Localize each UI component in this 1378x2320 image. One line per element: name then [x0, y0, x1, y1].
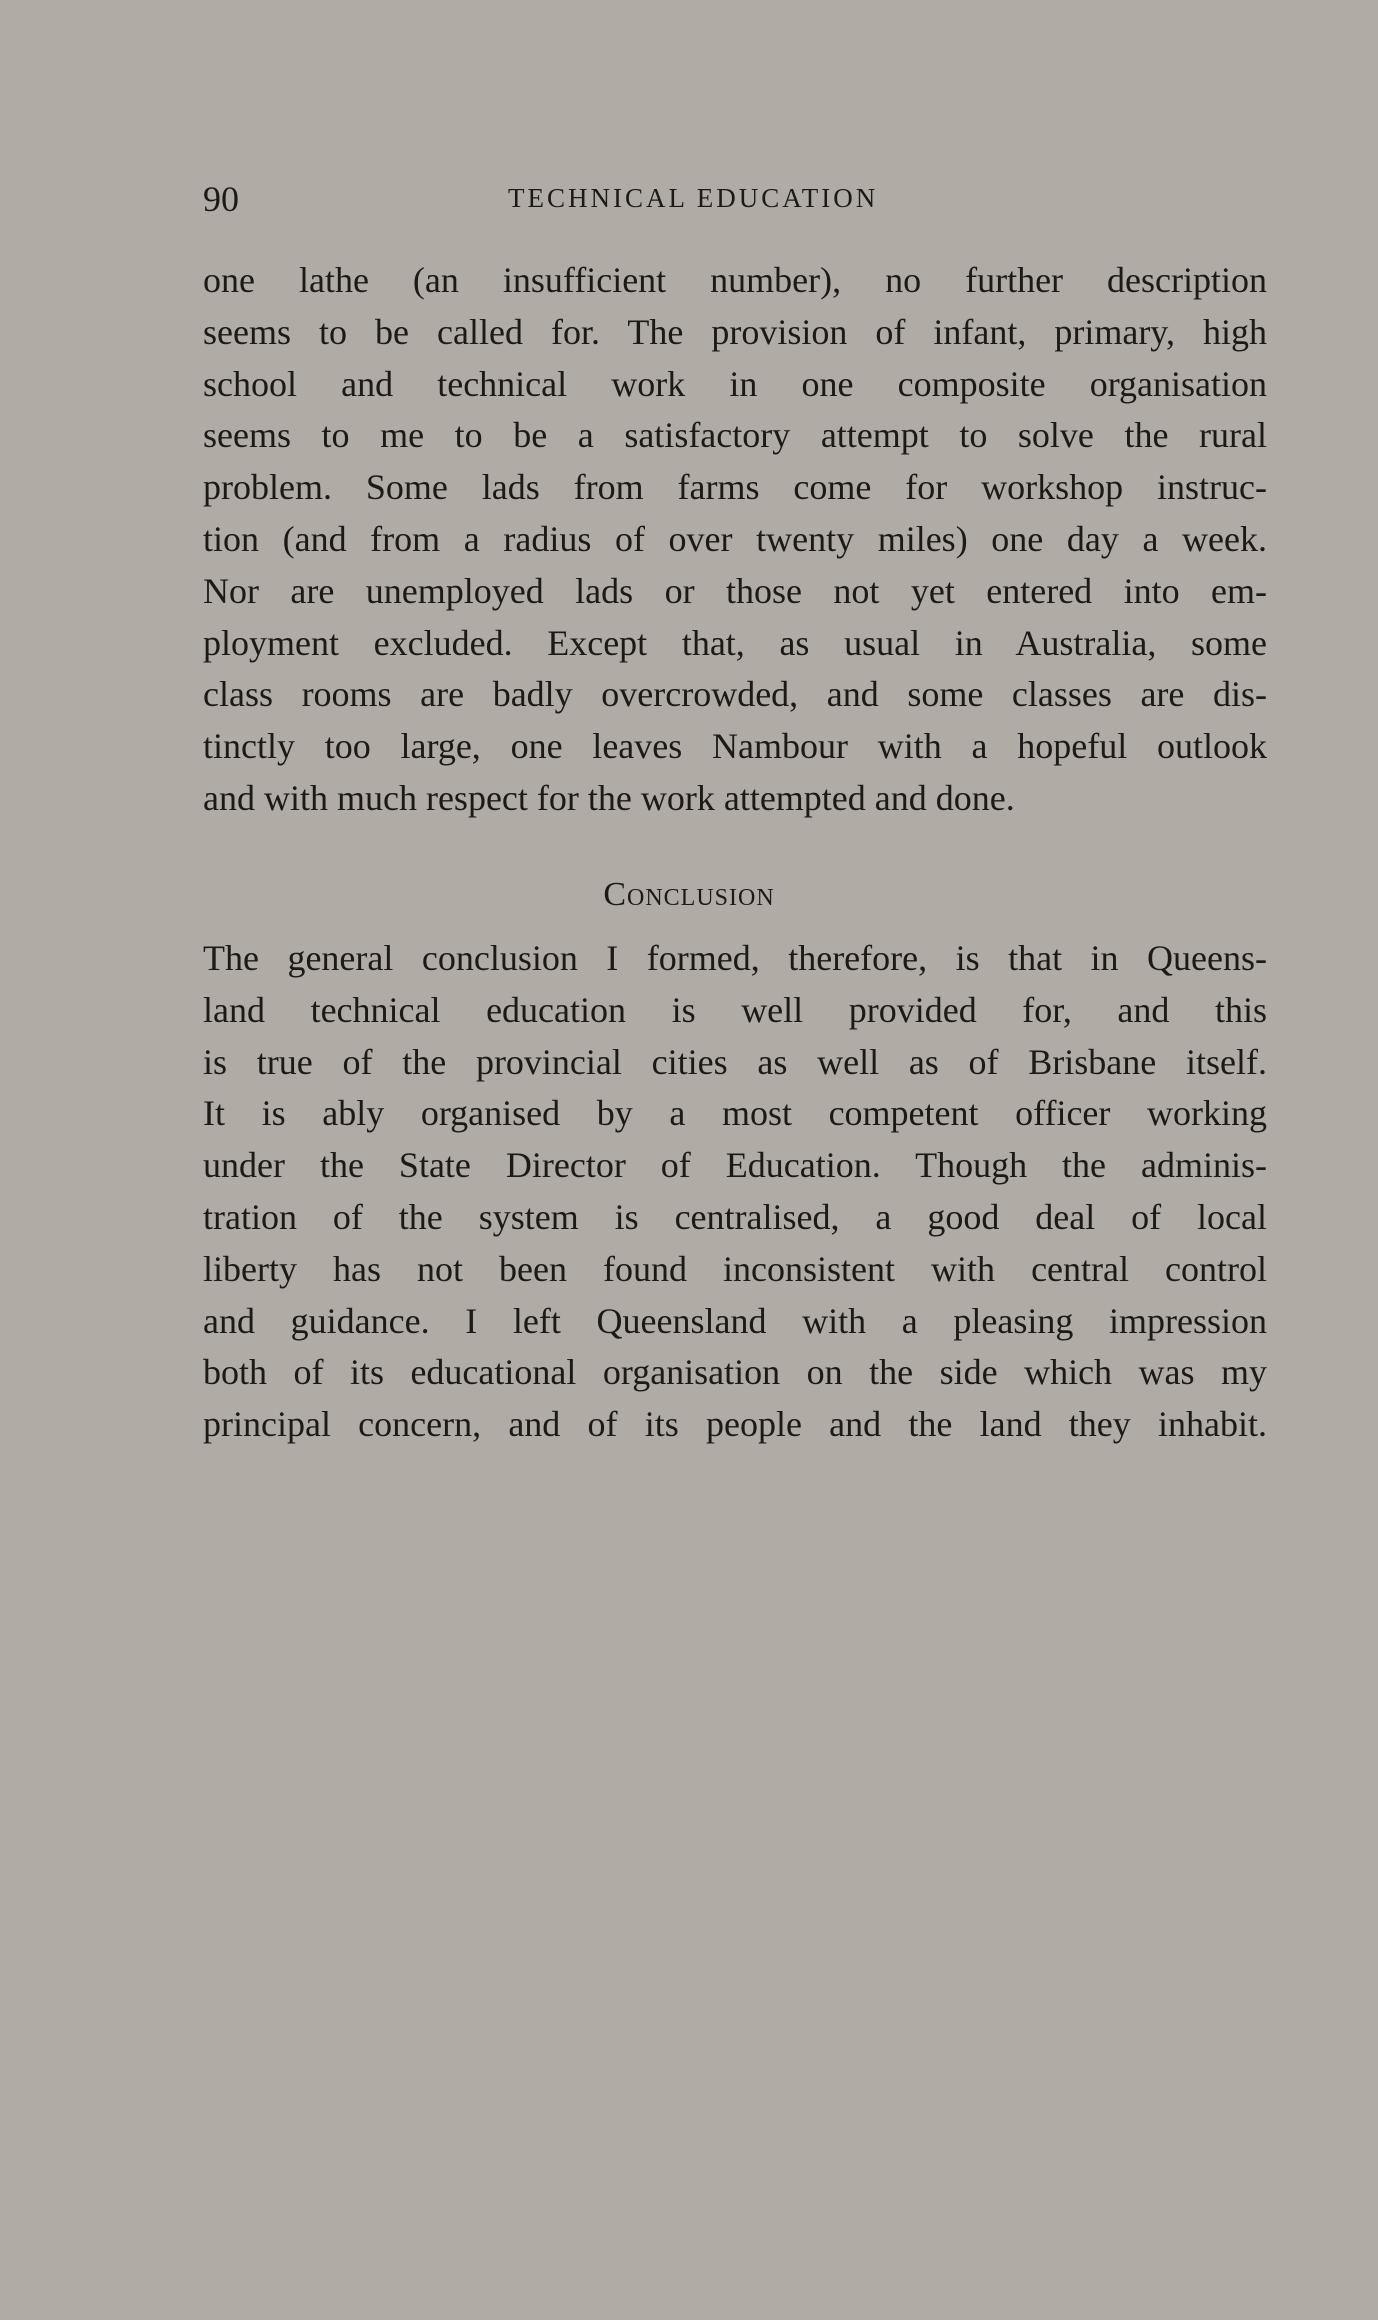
text-line: one lathe (an insufficient number), no further description	[203, 260, 1267, 300]
text-line: The general conclusion I formed, therefore, is that in Queens-	[203, 938, 1267, 978]
paragraph-1	[203, 255, 1267, 825]
text-line: tinctly too large, one leaves Nambour with a hopeful outlook	[203, 726, 1267, 767]
text-line: It is ably organised by a most competent officer working	[203, 1093, 1267, 1134]
text-line: class rooms are badly overcrowded, and some classes are dis-	[203, 674, 1267, 715]
text-line: Nor are unemployed lads or those not yet entered into em-	[203, 570, 1267, 611]
section-heading: Conclusion	[603, 876, 775, 913]
text-line: and guidance. I left Queensland with a pleasing impression	[203, 1300, 1267, 1341]
text-line: principal concern, and of its people and the land they inhabit.	[203, 1404, 1267, 1445]
text-line: and with much respect for the work attempted and done.	[203, 777, 1015, 818]
page-number: 90	[203, 179, 239, 219]
running-title: TECHNICAL EDUCATION	[508, 183, 879, 213]
text-line: ployment excluded. Except that, as usual in Australia, some	[203, 622, 1267, 663]
text-line: seems to be called for. The provision of infant, primary, high	[203, 311, 1267, 352]
text-line: school and technical work in one composite organisation	[203, 363, 1267, 404]
text-line: is true of the provincial cities as well as of Brisbane itself.	[203, 1041, 1267, 1082]
text-line: tion (and from a radius of over twenty miles) one day a week.	[203, 518, 1267, 559]
paragraph-2	[203, 933, 1267, 1451]
text-line: liberty has not been found inconsistent with central control	[203, 1248, 1267, 1289]
text-line: both of its educational organisation on the side which was my	[203, 1352, 1267, 1393]
text-line: under the State Director of Education. Though the adminis-	[203, 1145, 1267, 1186]
text-line: tration of the system is centralised, a good deal of local	[203, 1196, 1267, 1237]
text-line: problem. Some lads from farms come for workshop instruc-	[203, 467, 1267, 508]
text-line: seems to me to be a satisfactory attempt to solve the rural	[203, 415, 1267, 456]
text-line: land technical education is well provided for, and this	[203, 989, 1267, 1030]
